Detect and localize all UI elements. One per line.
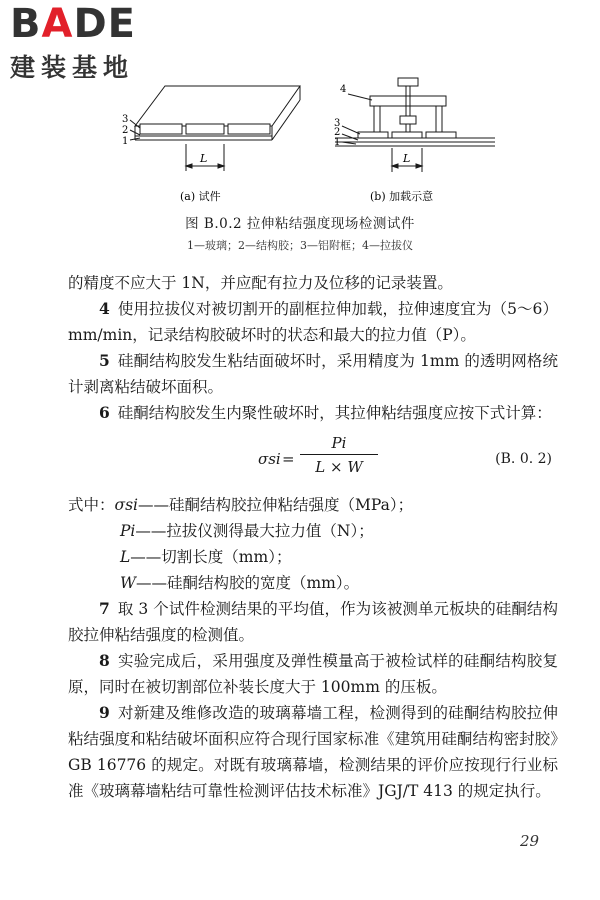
paragraph-9 [68,700,558,804]
figure-b-label-2: 2 [334,127,341,138]
item-number: 9 [99,703,110,722]
variable-row [68,544,558,570]
figure-a-specimen [130,86,300,171]
figure-a-dim-l: L [200,152,208,165]
formula-fraction [300,432,378,479]
formula-numerator: Pi [300,432,378,455]
paragraph-text: 实验完成后，采用强度及弹性模量高于被检试样的硅酮结构胶复原，同时在被切割部位补装长度大于 100mm 的压板。 [68,652,558,696]
page-number: 29 [520,832,540,850]
paragraph-7 [68,596,558,648]
paragraph-8 [68,648,558,700]
item-number: 5 [99,351,110,370]
variable-row [68,518,558,544]
item-number: 6 [99,403,110,422]
figure-b-label-1: 1 [334,137,341,148]
formula-lhs: σsi [258,450,281,468]
formula-tag: (B. 0. 2) [495,451,552,467]
paragraph-text: 使用拉拔仪对被切割开的副框拉伸加载，拉伸速度宜为（5～6）mm/min，记录结构胶破坏时的状态和最大的拉力值（P）。 [68,300,558,344]
figure-a-label-1: 1 [122,136,129,147]
figure-b-dim-l: L [403,152,411,165]
paragraph-text: 硅酮结构胶发生粘结面破坏时，采用精度为 1mm 的透明网格统计剥离粘结破坏面积。 [68,352,558,396]
variable-row [68,570,558,596]
paragraph-text: 对新建及维修改造的玻璃幕墙工程，检测得到的硅酮结构胶拉伸粘结强度和粘结破坏面积应符合现行国家标准《建筑用硅酮结构密封胶》GB 16776 的规定。对既有玻璃幕墙，检测结果的评价应按现行行业标准《玻璃幕墙粘结可靠性检测评估技术标准》JGJ/T 413 的规定执行。 [68,704,558,800]
paragraph-text: 硅酮结构胶发生内聚性破坏时，其拉伸粘结强度应按下式计算： [117,404,552,422]
figure-a-label-2: 2 [122,125,129,136]
variable-row [68,492,558,518]
figure-caption: 图 B.0.2 拉伸粘结强度现场检测试件 [185,216,415,232]
paragraph-6 [68,400,558,426]
paragraph-4 [68,296,558,348]
formula-denominator: L × W [315,458,363,476]
variable-desc: ——硅酮结构胶拉伸粘结强度（MPa）； [138,496,414,514]
test-specimen-figure [120,76,500,211]
logo-wordmark: BADE [10,1,136,47]
paragraph-5 [68,348,558,400]
figure-a-caption: (a) 试件 [180,190,221,203]
figure-b-loading [335,78,495,172]
variable-symbol: Pi [120,522,136,540]
item-number: 4 [99,299,110,318]
variable-symbol: W [120,574,136,592]
variable-intro: 式中： [68,496,115,514]
variable-symbol: σsi [114,496,139,514]
figure-legend: 1—玻璃；2—结构胶；3—铝附框；4—拉拔仪 [187,239,413,252]
paragraph-text: 取 3 个试件检测结果的平均值，作为该被测单元板块的硅酮结构胶拉伸粘结强度的检测值。 [68,600,558,644]
paragraph-continued: 的精度不应大于 1N，并应配有拉力及位移的记录装置。 [68,274,453,292]
figure-b-label-4: 4 [340,84,347,95]
item-number: 8 [99,651,110,670]
figure-a-label-3: 3 [122,114,129,125]
figure-b-label-3: 3 [334,118,341,129]
variable-symbol: L [120,548,131,566]
formula-equals: = [282,450,295,468]
formula-b02 [68,432,558,488]
figure-b-caption: (b) 加载示意 [370,190,434,203]
document-body [68,270,558,804]
logo-subtitle: 建装基地 [10,53,135,82]
variable-definitions [68,492,558,596]
variable-desc: ——拉拔仪测得最大拉力值（N）； [135,522,374,540]
variable-desc: ——硅酮结构胶的宽度（mm）。 [135,574,360,592]
variable-desc: ——切割长度（mm）； [130,548,292,566]
item-number: 7 [99,599,110,618]
